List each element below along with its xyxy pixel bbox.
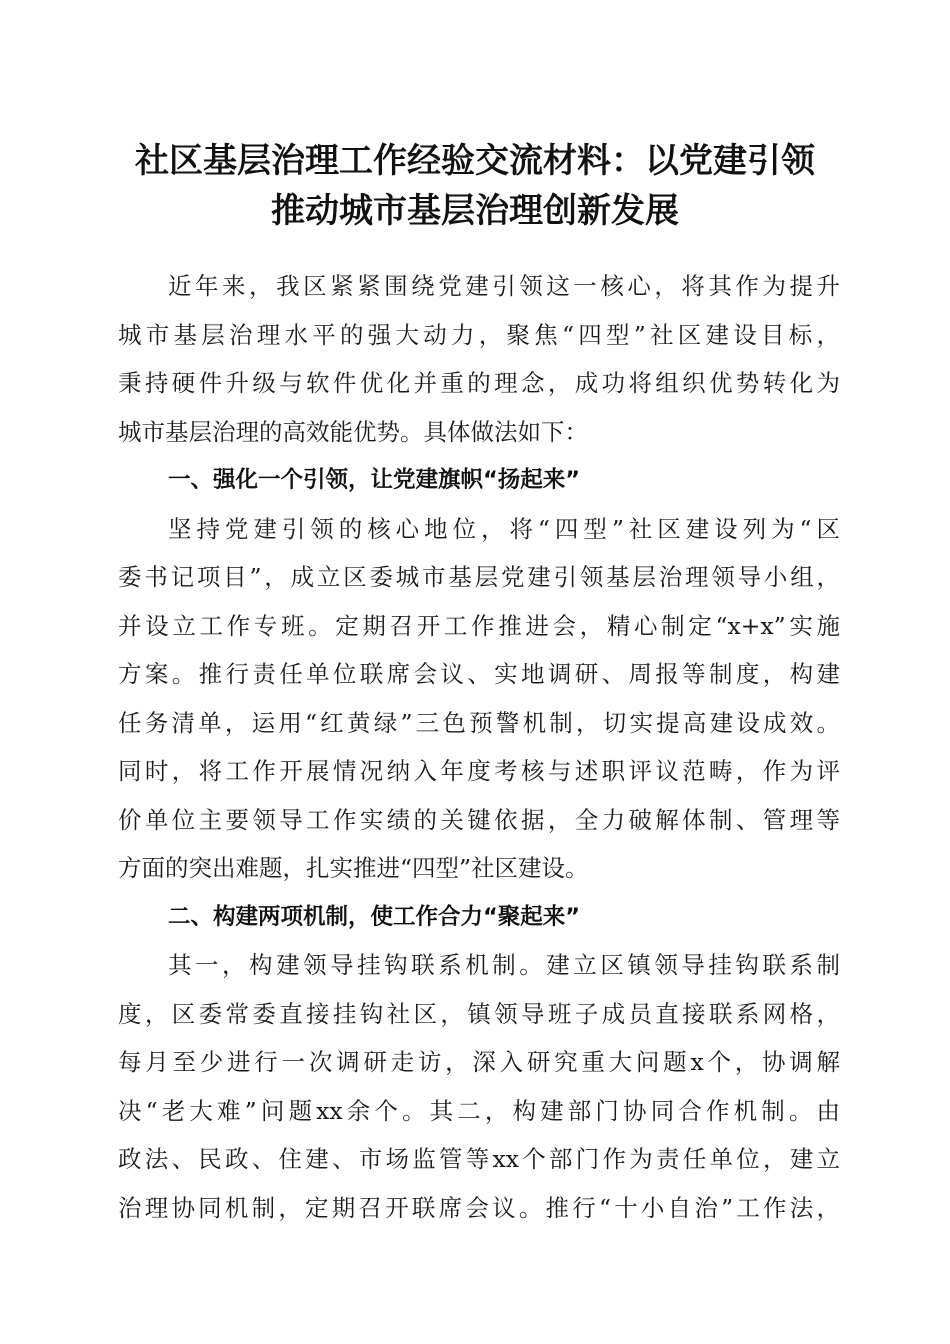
paragraph-line: 城市基层治理水平的强大动力，聚焦“四型”社区建设目标， xyxy=(118,320,840,349)
paragraph-line: 秉持硬件升级与软件优化并重的理念，成功将组织优势转化为 xyxy=(118,369,840,397)
paragraph-line: 坚持党建引领的核心地位，将“四型”社区建设列为“区 xyxy=(168,514,840,543)
paragraph-line: 其一，构建领导挂钩联系机制。建立区镇领导挂钩联系制 xyxy=(168,951,840,979)
paragraph-line: 并设立工作专班。定期召开工作推进会，精心制定“x+x”实施 xyxy=(118,611,840,640)
paragraph-line: 价单位主要领导工作实绩的关键依据，全力破解体制、管理等 xyxy=(118,805,840,834)
section-heading-1: 一、强化一个引领，让党建旗帜“扬起来” xyxy=(168,467,581,493)
paragraph-line: 度，区委常委直接挂钩社区，镇领导班子成员直接联系网格， xyxy=(118,999,840,1028)
paragraph-line: 任务清单，运用“红黄绿”三色预警机制，切实提高建设成效。 xyxy=(118,708,840,737)
document-body xyxy=(118,262,840,1232)
title-line-1: 社区基层治理工作经验交流材料：以党建引领 xyxy=(135,141,815,181)
title-line-2: 推动城市基层治理创新发展 xyxy=(271,191,679,231)
paragraph-line: 同时，将工作开展情况纳入年度考核与述职评议范畴，作为评 xyxy=(118,757,840,785)
section-heading-2: 二、构建两项机制，使工作合力“聚起来” xyxy=(168,903,581,930)
paragraph-line: 方案。推行责任单位联席会议、实地调研、周报等制度，构建 xyxy=(118,660,840,688)
paragraph-line: 治理协同机制，定期召开联席会议。推行“十小自治”工作法， xyxy=(118,1193,840,1222)
paragraph-line: 城市基层治理的高效能优势。具体做法如下： xyxy=(118,417,588,446)
paragraph-line: 决“老大难”问题xx余个。其二，构建部门协同合作机制。由 xyxy=(118,1096,840,1125)
paragraph-line: 方面的突出难题，扎实推进“四型”社区建设。 xyxy=(118,854,589,882)
paragraph-line: 政法、民政、住建、市场监管等xx个部门作为责任单位，建立 xyxy=(118,1145,840,1173)
paragraph-line: 每月至少进行一次调研走访，深入研究重大问题x个，协调解 xyxy=(118,1048,840,1076)
document-title xyxy=(100,136,850,236)
paragraph-line: 委书记项目”，成立区委城市基层党建引领基层治理领导小组， xyxy=(118,563,840,591)
paragraph-line: 近年来，我区紧紧围绕党建引领这一核心，将其作为提升 xyxy=(168,272,840,300)
